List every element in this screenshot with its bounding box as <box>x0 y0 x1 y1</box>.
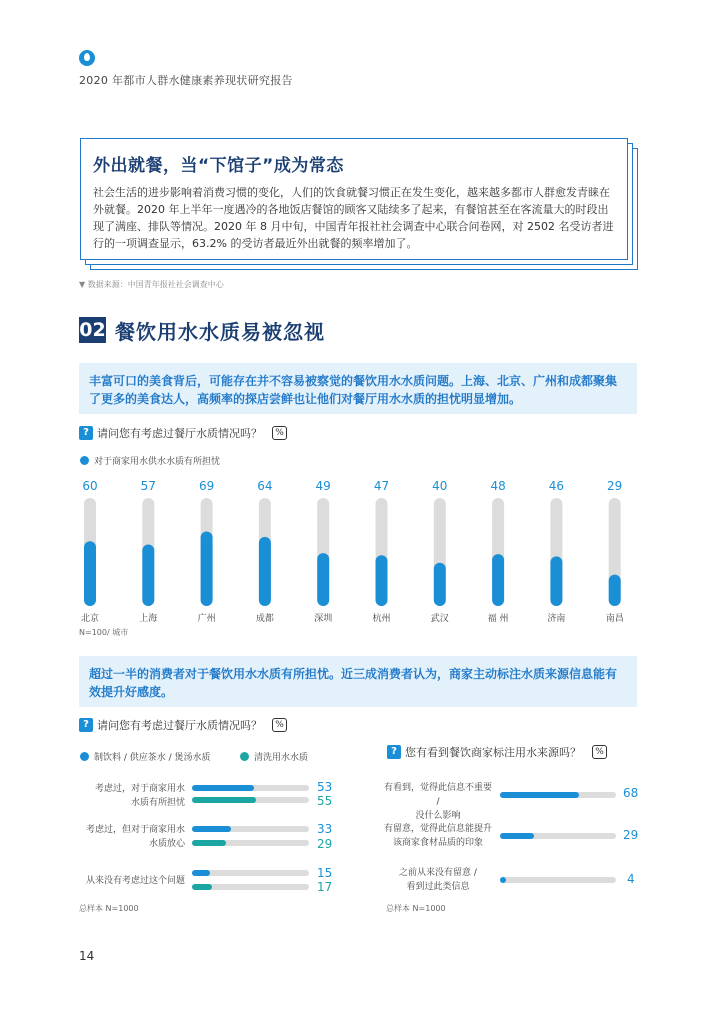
value-washing-worried: 55 <box>317 794 333 808</box>
question-icon: ? <box>79 426 93 440</box>
row-label-worried: 考虑过，对于商家用水 水质有所担忧 <box>94 784 185 808</box>
bar-washing-never <box>192 884 212 890</box>
intro-title: 外出就餐，当“下馆子”成为常态 <box>93 156 344 176</box>
bar <box>434 563 446 606</box>
bar-value-label: 47 <box>373 479 390 493</box>
bar-washing-assured <box>192 840 226 846</box>
bar-value-label: 64 <box>257 479 273 493</box>
track <box>192 797 309 803</box>
category-label: 深圳 <box>314 614 333 624</box>
bar <box>84 541 96 606</box>
value-drinks-never: 15 <box>317 866 333 880</box>
intro-body: 社会生活的进步影响着消费习惯的变化，人们的饮食就餐习惯正在发生变化，越来越多都市人群愈发青睐在外就餐。2020 年上半年一度遇冷的各地饭店餐馆的顾客又陆续多了起来，有餐馆甚至在客流量大的时段出现了满座、排队等情况。2020 年 8 月中旬，中国青年报社社会调查中心联合问卷网，对 2502 名受访者进行的一项调查显示，63.2% 的受访者最近外出就餐的频率增加了。 <box>93 186 614 250</box>
row-label-assured: 考虑过，但对于商家用水 水质放心 <box>85 825 185 849</box>
question-3: 您有看到餐饮商家标注用水来源吗？ <box>405 746 581 759</box>
bar-value-label: 29 <box>607 479 623 493</box>
callout-1: 丰富可口的美食背后，可能存在并不容易被察觉的餐饮用水水质问题。上海、北京、广州和成都聚集了更多的美食达人，高频率的探店尝鲜也让他们对餐厅用水水质的担忧明显增加。 <box>79 363 637 414</box>
track <box>192 840 309 846</box>
chart-legend: 对于商家用水供水水质有所担忧 <box>94 457 221 467</box>
bar-never-noticed <box>500 877 506 883</box>
value-seen: 68 <box>623 786 639 800</box>
bar-drinks-worried <box>192 785 254 791</box>
bar <box>142 544 154 606</box>
question-1: 请问您有考虑过餐厅水质情况吗？ <box>97 427 262 440</box>
city-bar-chart <box>79 476 639 626</box>
source-note: ▼ 数据来源：中国青年报社社会调查中心 <box>79 280 224 289</box>
track <box>192 870 309 876</box>
percent-icon: % <box>272 426 287 440</box>
legend-drinks: 制饮料 / 供应茶水 / 煲汤水质 <box>94 753 211 763</box>
track <box>192 884 309 890</box>
track <box>500 877 616 883</box>
water-drop-icon <box>79 50 95 66</box>
bar <box>376 555 388 606</box>
category-label: 北京 <box>80 614 100 624</box>
category-label: 上海 <box>139 614 158 624</box>
category-label: 济南 <box>547 614 566 624</box>
percent-icon: % <box>592 745 607 759</box>
legend-dot-drinks-icon <box>80 752 89 761</box>
track <box>500 792 616 798</box>
value-washing-assured: 29 <box>317 837 333 851</box>
legend-dot-icon <box>80 456 89 465</box>
bar-value-label: 60 <box>82 479 98 493</box>
category-label: 南昌 <box>605 614 624 624</box>
bar-drinks-never <box>192 870 210 876</box>
bar-value-label: 57 <box>140 479 156 493</box>
section-title: 餐饮用水水质易被忽视 <box>115 320 325 344</box>
sample-note-2: 总样本 N=1000 <box>79 904 139 913</box>
track <box>192 826 309 832</box>
value-drinks-assured: 33 <box>317 822 333 836</box>
bar <box>492 554 504 606</box>
percent-icon: % <box>272 718 287 732</box>
category-label: 福 州 <box>487 614 509 624</box>
row-label-noticed: 有留意，觉得此信息能提升 该商家食材品质的印象 <box>383 824 492 848</box>
bar <box>609 575 621 606</box>
legend-washing: 清洗用水水质 <box>254 753 309 763</box>
question-icon: ? <box>387 745 401 759</box>
bar <box>317 553 329 606</box>
bar-seen <box>500 792 579 798</box>
question-icon: ? <box>79 718 93 732</box>
intro-box <box>80 138 628 260</box>
report-title: 2020 年都市人群水健康素养现状研究报告 <box>79 74 293 87</box>
bar <box>201 531 213 606</box>
row-label-never: 从来没有考虑过这个问题 <box>85 876 185 886</box>
category-label: 成都 <box>255 614 274 624</box>
track <box>500 833 616 839</box>
bar-washing-worried <box>192 797 256 803</box>
category-label: 武汉 <box>430 614 449 624</box>
value-never-noticed: 4 <box>627 872 635 886</box>
bar-drinks-assured <box>192 826 231 832</box>
row-label-never-noticed: 之前从来没有留意 / 看到过此类信息 <box>399 868 477 892</box>
bar <box>550 556 562 606</box>
bar-value-label: 69 <box>198 479 215 493</box>
page-number: 14 <box>79 949 95 963</box>
callout-2: 超过一半的消费者对于餐饮用水水质有所担忧。近三成消费者认为，商家主动标注水质来源信息能有效提升好感度。 <box>79 656 637 707</box>
bar-value-label: 49 <box>315 479 331 493</box>
sample-note-1: N=100/ 城市 <box>79 628 129 637</box>
bar <box>259 537 271 606</box>
bar-value-label: 46 <box>548 479 565 493</box>
track <box>192 785 309 791</box>
category-label: 广州 <box>197 614 216 624</box>
row-label-seen: 有看到，觉得此信息不重要 / 没什么影响 <box>383 783 492 821</box>
value-washing-never: 17 <box>317 880 333 894</box>
category-label: 杭州 <box>372 614 391 624</box>
value-drinks-worried: 53 <box>317 780 333 794</box>
question-2: 请问您有考虑过餐厅水质情况吗？ <box>97 719 262 732</box>
value-noticed: 29 <box>623 828 639 842</box>
sample-note-3: 总样本 N=1000 <box>386 904 446 913</box>
section-number: 02 <box>79 319 106 341</box>
bar-noticed <box>500 833 534 839</box>
bar-value-label: 48 <box>490 479 506 493</box>
bar-value-label: 40 <box>432 479 448 493</box>
legend-dot-washing-icon <box>240 752 249 761</box>
